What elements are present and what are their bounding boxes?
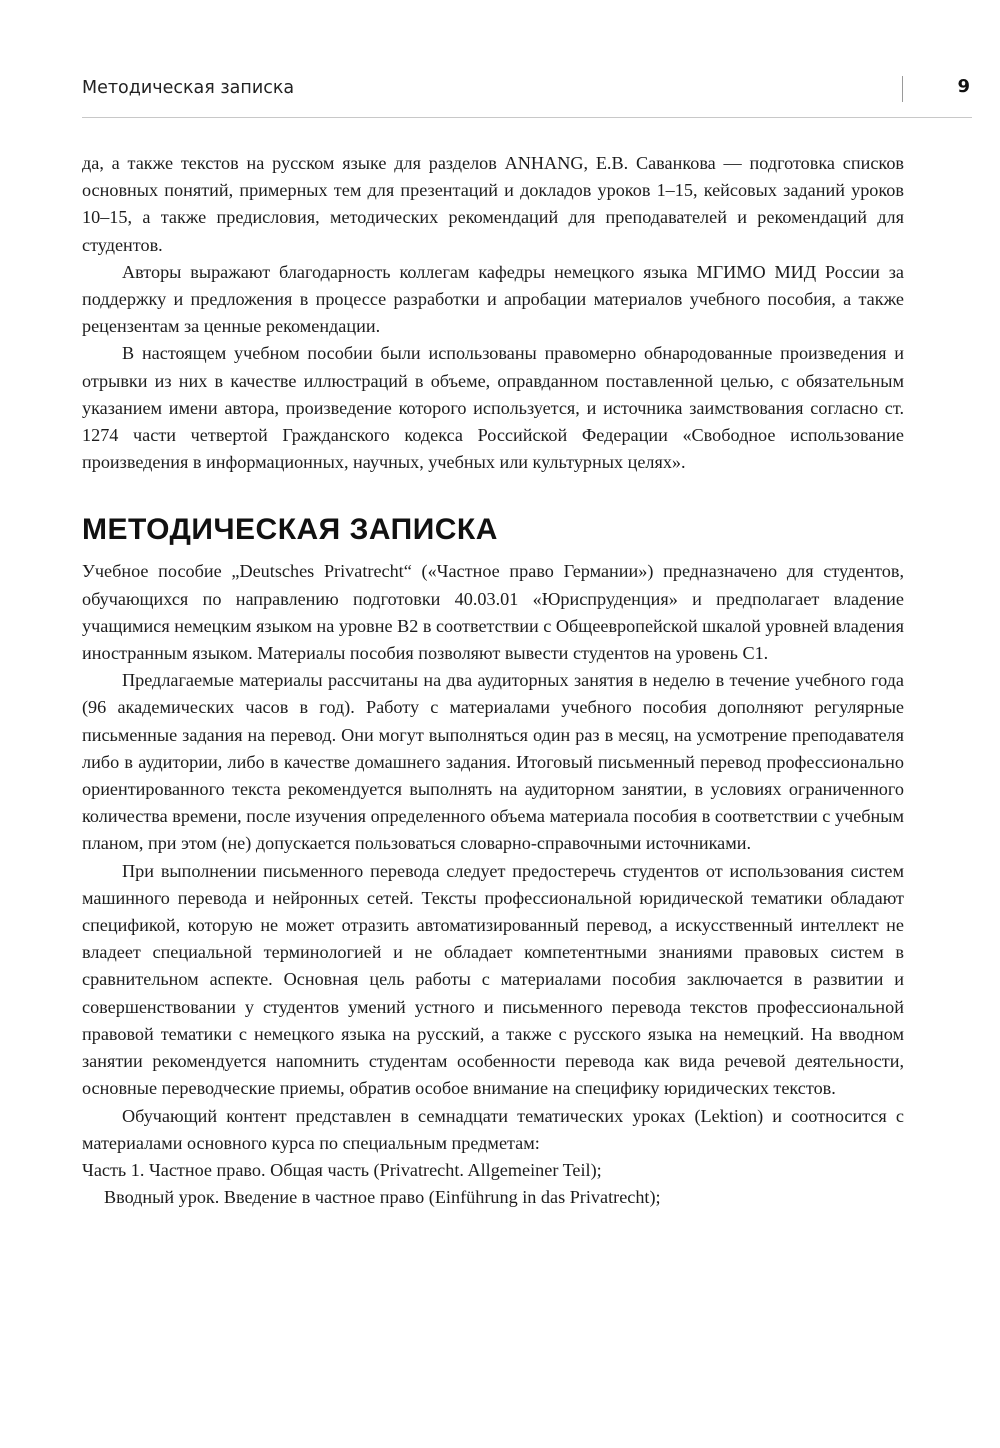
page-number: 9 bbox=[957, 76, 970, 97]
section-paragraph: При выполнении письменного перевода следует предостеречь студентов от использования систем машинного перевода и нейронных сетей. Тексты профессиональной юридической тематики обладают спецификой, которую не может отразить автоматизированный перевод, а искусственный интеллект не владеет специальной терминологией и не обладает компетентными знаниями правовых систем в сравнительном аспекте. Основная цель работы с материалами пособия заключается в развитии и совершенствовании у студентов умений устного и письменного перевода текстов профессиональной правовой тематики с немецкого языка на русский, а также с русского языка на немецкий. На вводном занятии рекомендуется напомнить студентам особенности перевода как вида речевой деятельности, основные переводческие приемы, обратив особое внимание на специфику юридических текстов. bbox=[82, 860, 904, 1099]
section-paragraph: Предлагаемые материалы рассчитаны на два аудиторных занятия в неделю в течение учебного года (96 академических часов в год). Работу с материалами учебного пособия дополняют регулярные письменные задания на перевод. Они могут выполняться один раз в месяц, на усмотрение преподавателя либо в аудитории, либо в качестве домашнего задания. Итоговый письменный перевод профессионально ориентированного текста рекомендуется выполнять на аудиторном занятии, в условиях ограниченного количества времени, после изучения определенного объема материала пособия в соответствии с учебным планом, при этом (не) допускается пользоваться словарно-справочными источниками. bbox=[82, 670, 904, 854]
section-title: МЕТОДИЧЕСКАЯ ЗАПИСКА bbox=[82, 513, 498, 547]
copyright-paragraph: В настоящем учебном пособии были использованы правомерно обнародованные произведения и отрывки из них в качестве иллюстраций в объеме, оправданном поставленной целью, с обязательным указанием имени автора, произведение которого используется, и источника заимствования согласно ст. 1274 части четвертой Гражданского кодекса Российской Федерации «Свободное использование произведения в информационных, научных, учебных или культурных целях». bbox=[82, 343, 904, 473]
lesson-line: Вводный урок. Введение в частное право (Einführung in das Privatrecht); bbox=[104, 1187, 661, 1208]
section-paragraph: Учебное пособие „Deutsches Privatrecht“ («Частное право Германии») предназначено для студентов, обучающихся по направлению подготовки 40.03.01 «Юриспруденция» и предполагает владение учащимися немецким языком на уровне B2 в соответствии с Общеевропейской шкалой уровней владения иностранным языком. Материалы пособия позволяют вывести студентов на уровень C1. bbox=[82, 561, 904, 664]
running-header bbox=[82, 76, 972, 106]
running-title: Методическая записка bbox=[82, 78, 295, 98]
page-body bbox=[82, 150, 904, 1211]
header-rule bbox=[82, 117, 972, 118]
part-line: Часть 1. Частное право. Общая часть (Privatrecht. Allgemeiner Teil); bbox=[82, 1159, 602, 1180]
acknowledgements-paragraph: Авторы выражают благодарность коллегам кафедры немецкого языка МГИМО МИД России за поддержку и предложения в процессе разработки и апробации материалов учебного пособия, а также рецензентам за ценные рекомендации. bbox=[82, 261, 904, 337]
preface-paragraph-continued: да, а также текстов на русском языке для разделов ANHANG, Е.В. Саванкова — подготовка списков основных понятий, примерных тем для презентаций и докладов уроков 1–15, кейсовых заданий уроков 10–15, а также предисловия, методических рекомендаций для преподавателей и рекомендаций для студентов. bbox=[82, 153, 904, 255]
header-divider bbox=[902, 76, 903, 102]
section-paragraph: Обучающий контент представлен в семнадцати тематических уроках (Lektion) и соотносится с материалами основного курса по специальным предметам: bbox=[82, 1105, 904, 1153]
